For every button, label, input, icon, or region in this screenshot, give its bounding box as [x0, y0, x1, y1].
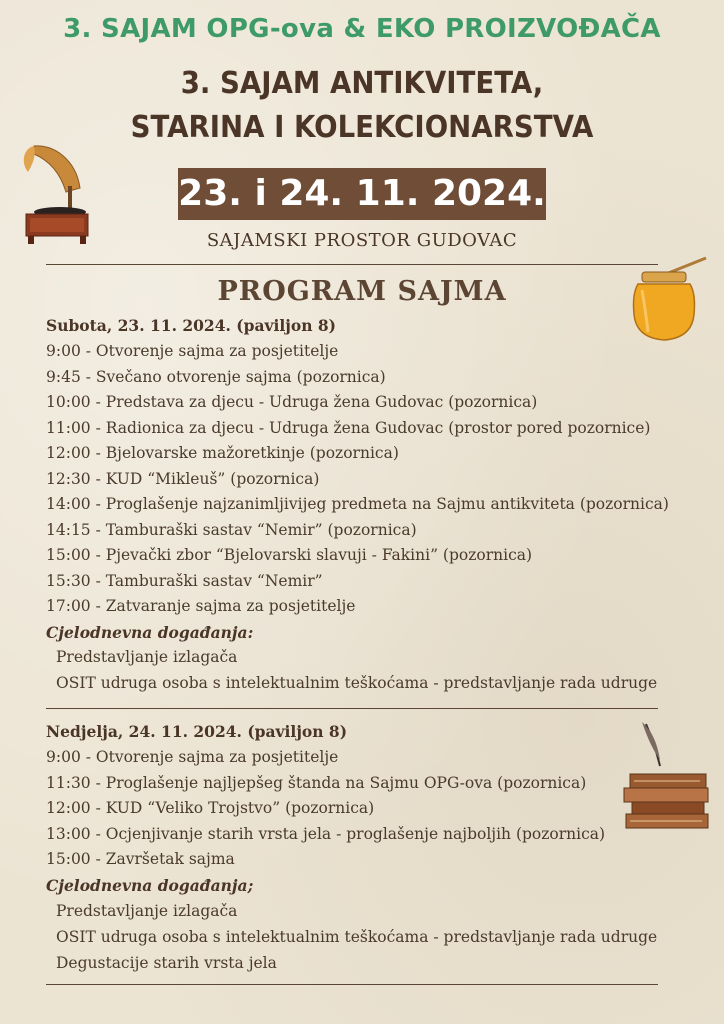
program-title: PROGRAM SAJMA [217, 276, 507, 307]
divider [46, 984, 658, 985]
fair-title-antiques-line1: 3. SAJAM ANTIKVITETA, [180, 66, 544, 101]
list-item: 12:30 - KUD “Mikleuš” (pozornica) [46, 469, 320, 488]
fair-title-opg: 3. SAJAM OPG-ova & EKO PROIZVOĐAČA [63, 14, 661, 44]
sunday-events [46, 745, 605, 873]
venue: SAJAMSKI PROSTOR GUDOVAC [206, 230, 518, 251]
list-item: 13:00 - Ocjenjivanje starih vrsta jela - proglašenje najboljih (pozornica) [46, 824, 606, 843]
sunday-heading: Nedjelja, 24. 11. 2024. (paviljon 8) [46, 722, 348, 741]
list-item: OSIT udruga osoba s intelektualnim teškoćama - predstavljanje rada udruge [56, 674, 658, 692]
divider [46, 708, 658, 709]
sunday-allday [56, 898, 657, 976]
list-item: Predstavljanje izlagača [56, 648, 238, 666]
saturday-allday-heading: Cjelodnevna događanja: [46, 623, 254, 642]
list-item: 9:45 - Svečano otvorenje sajma (pozornica) [46, 367, 386, 386]
list-item: 10:00 - Predstava za djecu - Udruga žena Gudovac (pozornica) [46, 393, 538, 411]
list-item: 15:30 - Tamburaški sastav “Nemir” [46, 571, 323, 590]
list-item: 15:00 - Završetak sajma [46, 850, 235, 868]
divider [46, 264, 658, 265]
saturday-events [46, 339, 669, 620]
fair-title-antiques-line2: STARINA I KOLEKCIONARSTVA [130, 110, 594, 145]
list-item: 11:30 - Proglašenje najljepšeg štanda na Sajmu OPG-ova (pozornica) [46, 773, 587, 792]
list-item: 14:00 - Proglašenje najzanimljivijeg predmeta na Sajmu antikviteta (pozornica) [46, 495, 669, 513]
list-item: 12:00 - KUD “Veliko Trojstvo” (pozornica) [46, 799, 375, 817]
fair-title-antiques [29, 62, 695, 150]
list-item: 14:15 - Tamburaški sastav “Nemir” (pozornica) [46, 520, 417, 539]
list-item: 17:00 - Zatvaranje sajma za posjetitelje [46, 597, 356, 615]
saturday-allday [56, 644, 657, 696]
books-quill-icon [620, 720, 716, 840]
list-item: 11:00 - Radionica za djecu - Udruga žena Gudovac (prostor pored pozornice) [46, 418, 651, 437]
list-item: 12:00 - Bjelovarske mažoretkinje (pozornica) [46, 444, 399, 462]
list-item: 9:00 - Otvorenje sajma za posjetitelje [46, 342, 339, 360]
list-item: Predstavljanje izlagača [56, 902, 238, 920]
list-item: Degustacije starih vrsta jela [56, 954, 277, 972]
list-item: 15:00 - Pjevački zbor “Bjelovarski slavuji - Fakini” (pozornica) [46, 546, 533, 564]
saturday-heading: Subota, 23. 11. 2024. (paviljon 8) [46, 316, 337, 335]
list-item: OSIT udruga osoba s intelektualnim teškoćama - predstavljanje rada udruge [56, 928, 658, 946]
date-banner: 23. i 24. 11. 2024. [178, 168, 546, 220]
sunday-allday-heading: Cjelodnevna događanja; [46, 876, 254, 895]
list-item: 9:00 - Otvorenje sajma za posjetitelje [46, 748, 339, 766]
